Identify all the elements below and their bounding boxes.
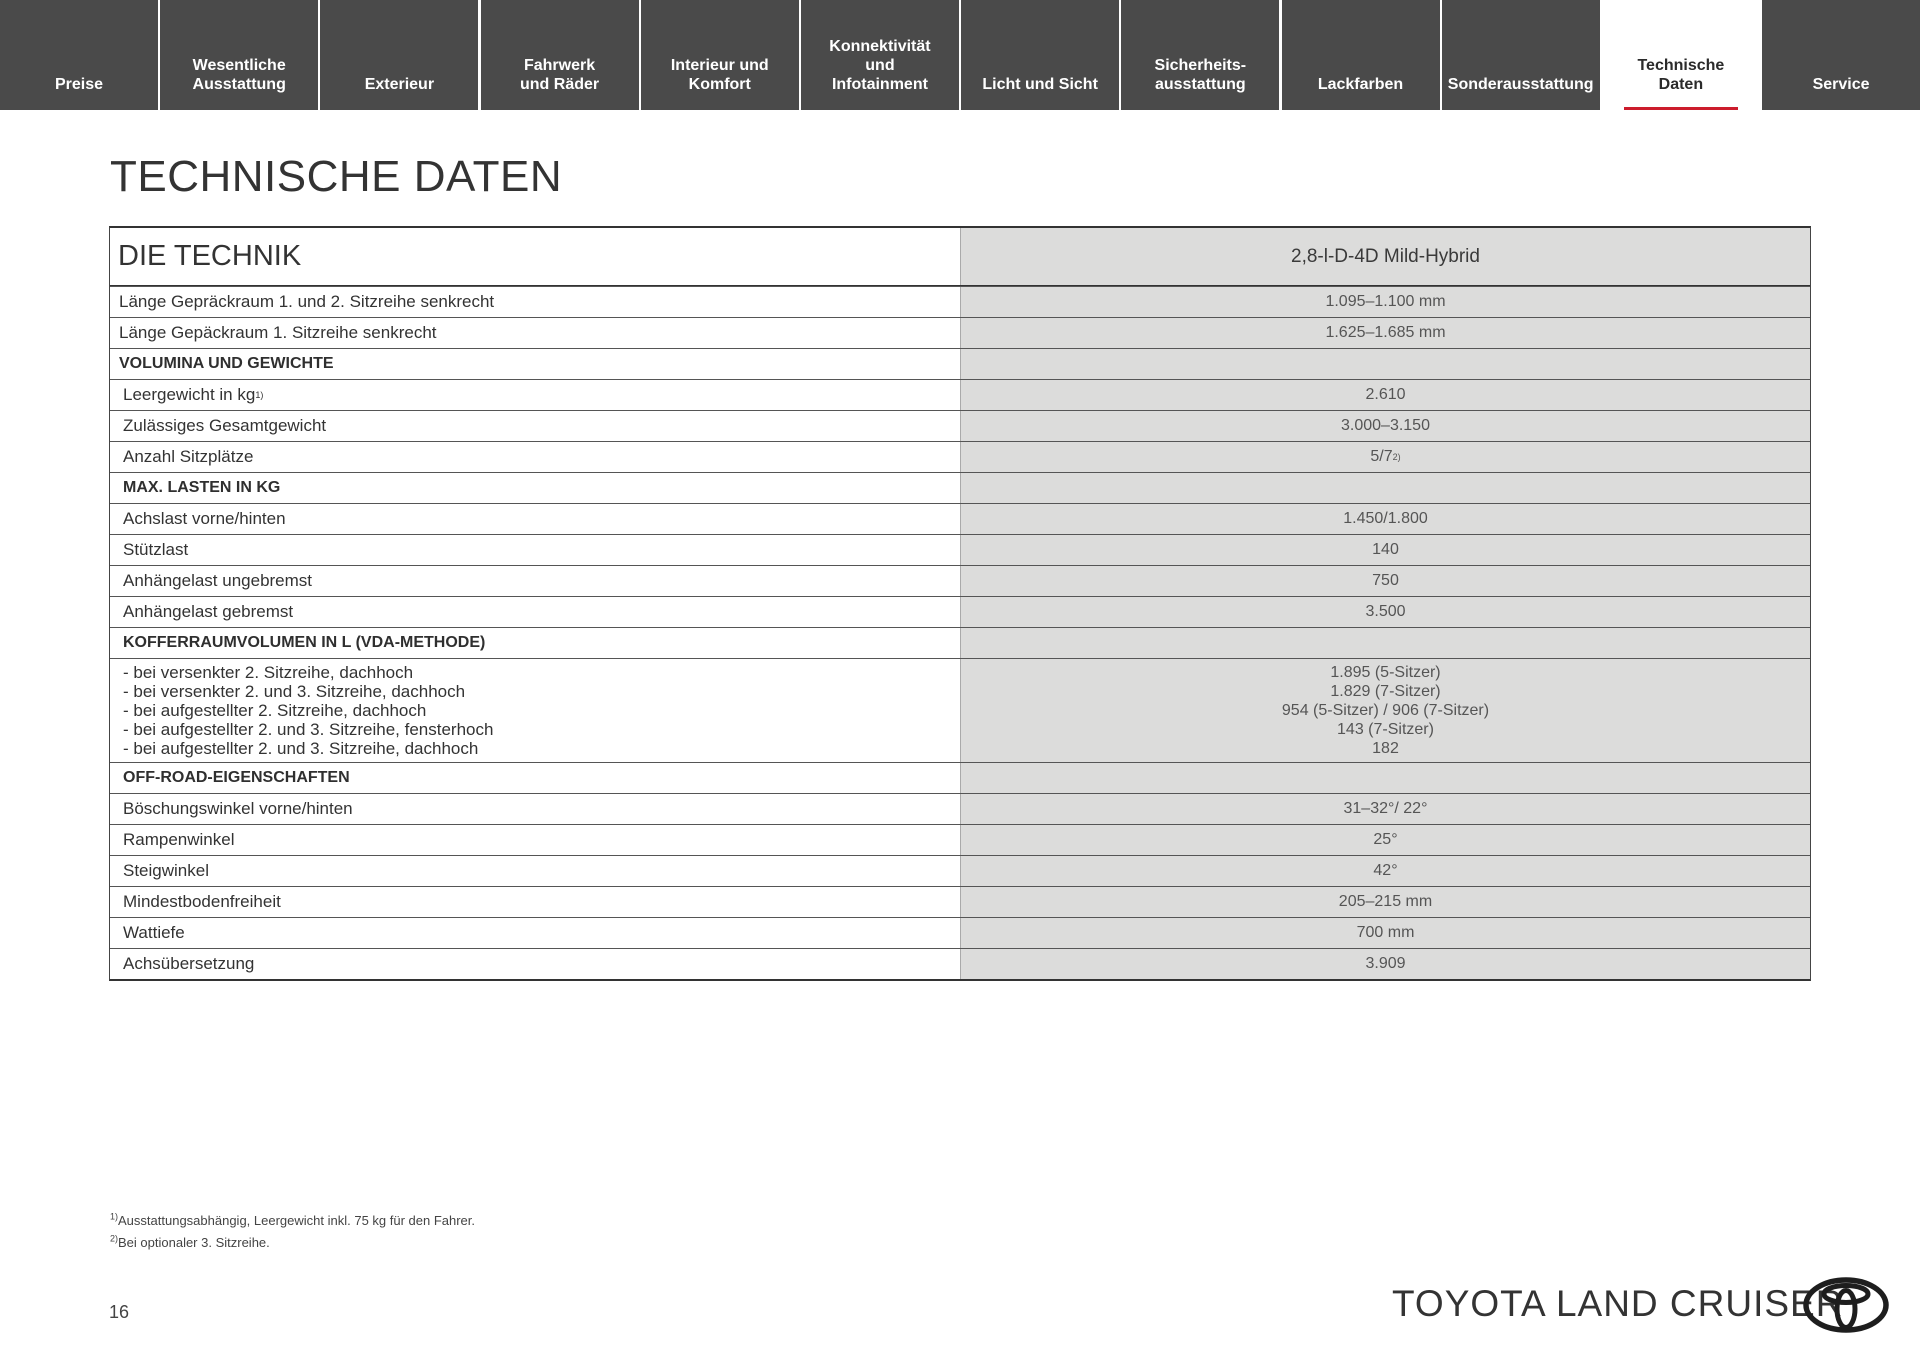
section-empty-value: [960, 763, 1810, 793]
row-value: 750: [960, 566, 1810, 596]
row-value-line: 1.829 (7-Sitzer): [1330, 683, 1441, 700]
row-value: 1.450/1.800: [960, 504, 1810, 534]
row-value: 3.500: [960, 597, 1810, 627]
table-header-row: [110, 228, 1810, 286]
page-number: 16: [109, 1302, 130, 1322]
section-heading: KOFFERRAUMVOLUMEN IN L (VDA-METHODE): [110, 628, 960, 658]
row-label-line: - bei aufgestellter 2. Sitzreihe, dachhoch: [123, 701, 427, 720]
footnotes: [110, 1210, 475, 1254]
tab-lackfarben[interactable]: Lackfarben: [1282, 0, 1440, 110]
row-label: Stützlast: [110, 535, 960, 565]
footnote-mark: 1): [110, 1211, 119, 1222]
table-header-label: DIE TECHNIK: [110, 228, 960, 285]
row-value-line: 1.895 (5-Sitzer): [1330, 664, 1441, 681]
row-value-line: 954 (5-Sitzer) / 906 (7-Sitzer): [1281, 702, 1490, 719]
section-row-volumina: [110, 348, 1810, 379]
table-row: [110, 565, 1810, 596]
table-header-engine: 2,8-l-D-4D Mild-Hybrid: [960, 228, 1810, 285]
row-value-line: 143 (7-Sitzer): [1337, 721, 1434, 738]
row-label: Mindestbodenfreiheit: [110, 887, 960, 917]
section-row-offroad: [110, 762, 1810, 793]
row-label: Anzahl Sitzplätze: [110, 442, 960, 472]
table-row: [110, 948, 1810, 979]
row-value: 5/7 2): [960, 442, 1810, 472]
row-value: 700 mm: [960, 918, 1810, 948]
row-value: 205–215 mm: [960, 887, 1810, 917]
table-row: [110, 410, 1810, 441]
row-label: Rampenwinkel: [110, 825, 960, 855]
row-label: Zulässiges Gesamtgewicht: [110, 411, 960, 441]
table-row: [110, 286, 1810, 317]
page-title: TECHNISCHE DATEN: [110, 152, 563, 201]
row-value: 42°: [960, 856, 1810, 886]
row-value-line: 182: [1372, 740, 1399, 757]
row-value: 2.610: [960, 380, 1810, 410]
row-label-line: - bei aufgestellter 2. und 3. Sitzreihe, fensterhoch: [123, 720, 494, 739]
section-empty-value: [960, 349, 1810, 379]
table-row: [110, 534, 1810, 565]
row-value: 31–32°/ 22°: [960, 794, 1810, 824]
row-label-line: - bei aufgestellter 2. und 3. Sitzreihe, dachhoch: [123, 739, 479, 758]
tab-sicherheitsausstattung[interactable]: Sicherheits- ausstattung: [1121, 0, 1279, 110]
row-label-text: Leergewicht in kg: [123, 385, 256, 404]
footnote-2: [110, 1232, 475, 1254]
row-value: 140: [960, 535, 1810, 565]
table-row: [110, 441, 1810, 472]
row-label: Steigwinkel: [110, 856, 960, 886]
tab-technische-daten[interactable]: Technische Daten: [1602, 0, 1760, 110]
row-label: Achslast vorne/hinten: [110, 504, 960, 534]
row-value-text: 5/7: [1370, 448, 1393, 465]
row-label-line: - bei versenkter 2. und 3. Sitzreihe, dachhoch: [123, 682, 466, 701]
tab-fahrwerk-und-raeder[interactable]: Fahrwerk und Räder: [481, 0, 639, 110]
spec-table: [109, 226, 1811, 981]
row-value: 1.095–1.100 mm: [960, 287, 1810, 317]
table-row: [110, 596, 1810, 627]
footnote-1: [110, 1210, 475, 1232]
table-row: [110, 379, 1810, 410]
tab-preise[interactable]: Preise: [0, 0, 158, 110]
row-label: Achsübersetzung: [110, 949, 960, 979]
section-row-lasten: [110, 472, 1810, 503]
row-value: 1.625–1.685 mm: [960, 318, 1810, 348]
row-label-list: [110, 659, 960, 762]
brand-name: TOYOTA LAND CRUISER: [1392, 1283, 1844, 1324]
footnote-mark: 2): [110, 1233, 119, 1244]
footnote-text: Ausstattungsabhängig, Leergewicht inkl. 75 kg für den Fahrer.: [118, 1213, 476, 1228]
row-label: Anhängelast gebremst: [110, 597, 960, 627]
tab-service[interactable]: Service: [1762, 0, 1920, 110]
section-empty-value: [960, 628, 1810, 658]
tab-wesentliche-ausstattung[interactable]: Wesentliche Ausstattung: [160, 0, 318, 110]
tab-licht-und-sicht[interactable]: Licht und Sicht: [961, 0, 1119, 110]
table-row: [110, 793, 1810, 824]
row-value: 3.000–3.150: [960, 411, 1810, 441]
table-row: [110, 317, 1810, 348]
table-row: [110, 503, 1810, 534]
row-label: Länge Gepräckraum 1. und 2. Sitzreihe senkrecht: [110, 287, 960, 317]
tab-sonderausstattung[interactable]: Sonderausstattung: [1442, 0, 1600, 110]
row-label-line: - bei versenkter 2. Sitzreihe, dachhoch: [123, 663, 414, 682]
table-row: [110, 917, 1810, 948]
tab-exterieur[interactable]: Exterieur: [320, 0, 478, 110]
section-heading: OFF-ROAD-EIGENSCHAFTEN: [110, 763, 960, 793]
table-row: [110, 824, 1810, 855]
section-empty-value: [960, 473, 1810, 503]
row-label: Böschungswinkel vorne/hinten: [110, 794, 960, 824]
section-heading: VOLUMINA UND GEWICHTE: [110, 349, 960, 379]
row-label: Länge Gepäckraum 1. Sitzreihe senkrecht: [110, 318, 960, 348]
footnote-text: Bei optionaler 3. Sitzreihe.: [118, 1235, 270, 1250]
row-value-list: [960, 659, 1810, 762]
table-row-multiline: [110, 658, 1810, 762]
tab-interieur-und-komfort[interactable]: Interieur und Komfort: [641, 0, 799, 110]
row-label: Leergewicht in kg 1): [110, 380, 960, 410]
toyota-logo-icon: [1803, 1277, 1889, 1333]
row-value: 25°: [960, 825, 1810, 855]
tab-konnektivitaet-und-infotainment[interactable]: Konnektivität und Infotainment: [801, 0, 959, 110]
row-value: 3.909: [960, 949, 1810, 979]
top-navigation: [0, 0, 1920, 110]
table-row: [110, 855, 1810, 886]
section-heading: MAX. LASTEN IN KG: [110, 473, 960, 503]
section-row-kofferraum: [110, 627, 1810, 658]
row-label: Wattiefe: [110, 918, 960, 948]
table-row: [110, 886, 1810, 917]
row-label: Anhängelast ungebremst: [110, 566, 960, 596]
